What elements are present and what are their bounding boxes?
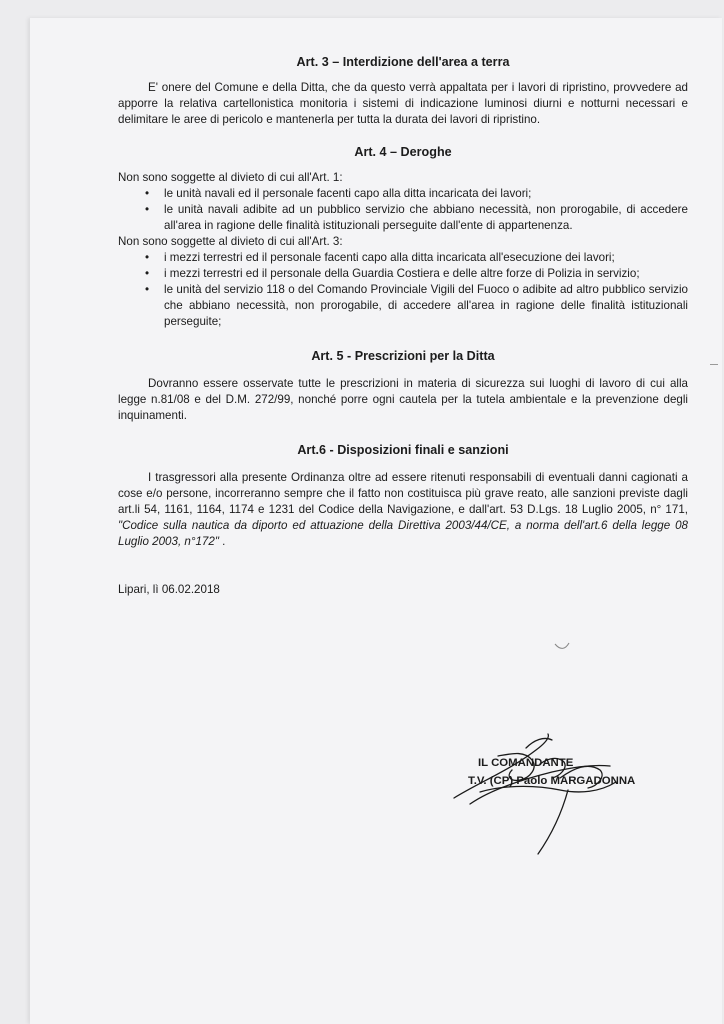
list-item: • le unità del servizio 118 o del Comando Provinciale Vigili del Fuoco o adibite ad altro pubblico servizio che abbiano necessità, non prorogabile, di accedere all'area in ragione delle finalità istituzionali perseguite; bbox=[164, 282, 688, 330]
art6-quoted-text: "Codice sulla nautica da diporto ed attuazione della Direttiva 2003/44/CE, a norma dell'art.6 della legge 08 Luglio 2003, n°172" bbox=[118, 519, 688, 548]
list-item: • i mezzi terrestri ed il personale della Guardia Costiera e delle altre forze di Polizia in servizio; bbox=[164, 266, 688, 282]
art3-paragraph: E' onere del Comune e della Ditta, che da questo verrà appaltata per i lavori di ripristino, provvedere ad apporre la relativa cartellonistica monitoria i sistemi di indicazione luminosi diurni e notturni necessari e delimitare le aree di pericolo e mantenerla per tutta la durata dei lavori di ripristino. bbox=[118, 81, 688, 126]
art4-list-art1 bbox=[118, 186, 688, 234]
art6-paragraph bbox=[118, 470, 688, 550]
document-body bbox=[118, 54, 688, 598]
signer-role: IL COMANDANTE bbox=[478, 757, 574, 769]
art4-intro-art3: Non sono soggette al divieto di cui all'Art. 3: bbox=[118, 235, 343, 248]
margin-mark bbox=[710, 364, 718, 365]
art3-heading: Art. 3 – Interdizione dell'area a terra bbox=[296, 55, 510, 69]
art6-text-end: . bbox=[218, 535, 226, 548]
handwritten-signature bbox=[440, 720, 640, 860]
art4-list-art3 bbox=[118, 250, 688, 330]
list-item: • le unità navali ed il personale facenti capo alla ditta incaricata dei lavori; bbox=[164, 186, 688, 202]
list-item: • i mezzi terrestri ed il personale facenti capo alla ditta incaricata all'esecuzione dei lavori; bbox=[164, 250, 688, 266]
art5-paragraph: Dovranno essere osservate tutte le prescrizioni in materia di sicurezza sui luoghi di lavoro di cui alla legge n.81/08 e del D.M. 272/99, nonché porre ogni cautela per la tutela ambientale e la prevenzione degli inquinamenti. bbox=[118, 377, 688, 422]
ink-mark bbox=[552, 640, 572, 654]
art5-heading: Art. 5 - Prescrizioni per la Ditta bbox=[311, 349, 495, 363]
signer-name: T.V. (CP) Paolo MARGADONNA bbox=[468, 775, 636, 787]
art4-intro-art1: Non sono soggette al divieto di cui all'Art. 1: bbox=[118, 171, 343, 184]
place-date: Lipari, lì 06.02.2018 bbox=[118, 583, 220, 596]
art6-heading: Art.6 - Disposizioni finali e sanzioni bbox=[297, 443, 509, 457]
list-item: • le unità navali adibite ad un pubblico servizio che abbiano necessità, non prorogabile, di accedere all'area in ragione delle finalità istituzionali perseguite dall'ente di appartenenza. bbox=[164, 202, 688, 234]
art6-text: I trasgressori alla presente Ordinanza oltre ad essere ritenuti responsabili di eventuali danni cagionati a cose e/o persone, incorreranno sempre che il fatto non costituisca più grave reato, alle sanzioni previste dagli art.li 54, 1161, 1164, 1174 e 1231 del Codice della Navigazione, e dall'art. 53 D.Lgs. 18 Luglio 2005, n° 171, bbox=[118, 471, 688, 516]
art4-heading: Art. 4 – Deroghe bbox=[354, 145, 452, 159]
